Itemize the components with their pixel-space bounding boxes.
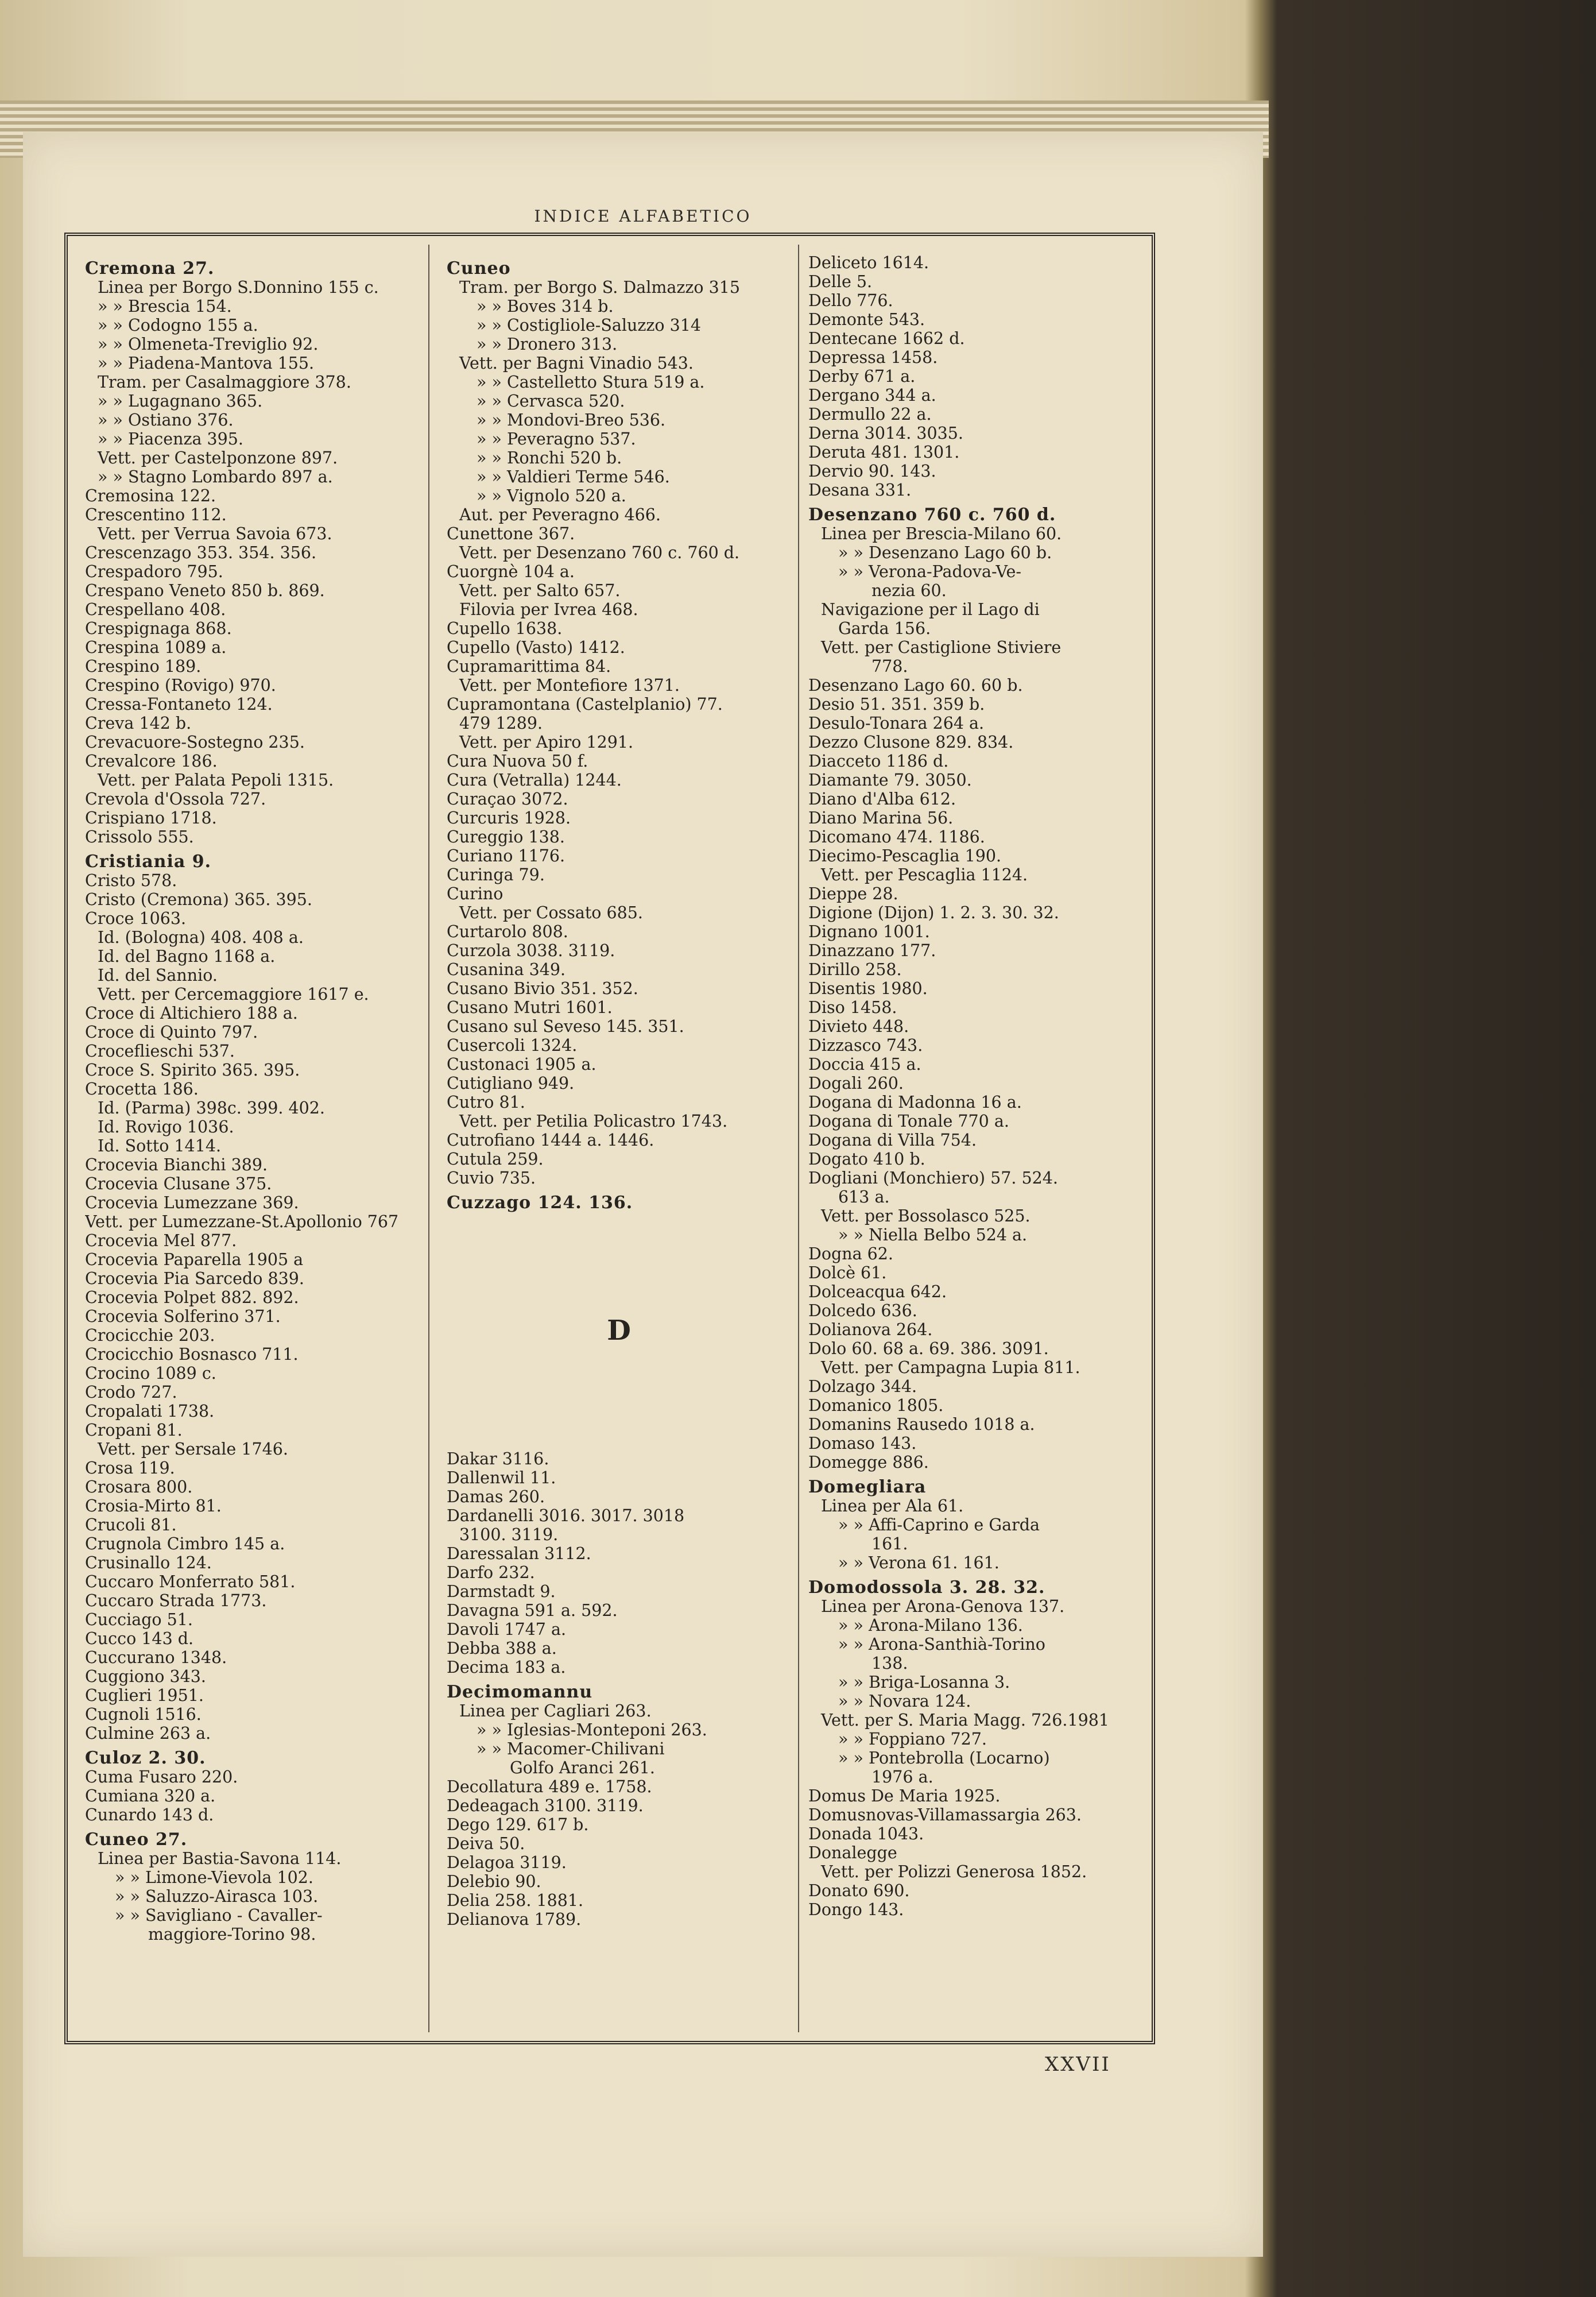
index-entry: Cuccaro Strada 1773. <box>85 1591 267 1610</box>
index-entry: Crissolo 555. <box>85 827 194 846</box>
index-entry: 613 a. <box>838 1188 890 1206</box>
index-entry: Crespina 1089 a. <box>85 638 227 657</box>
index-entry: Domus De Maria 1925. <box>808 1786 1001 1805</box>
index-entry: Domegge 886. <box>808 1453 929 1472</box>
index-entry: Cutula 259. <box>447 1150 544 1169</box>
index-heading: Decimomannu <box>447 1682 593 1702</box>
index-entry: Crusinallo 124. <box>85 1553 212 1572</box>
index-entry: Cunettone 367. <box>447 524 575 543</box>
index-entry: Vett. per Bagni Vinadio 543. <box>459 354 694 373</box>
index-entry: Diano Marina 56. <box>808 809 954 827</box>
index-entry: Crocino 1089 c. <box>85 1364 216 1383</box>
index-entry: Filovia per Ivrea 468. <box>459 600 638 619</box>
index-entry: Dogato 410 b. <box>808 1150 925 1169</box>
index-entry: Crocicchie 203. <box>85 1326 215 1345</box>
index-entry: Desenzano Lago 60. 60 b. <box>808 676 1023 695</box>
index-entry: Vett. per Campagna Lupia 811. <box>821 1358 1080 1377</box>
index-entry: Crescentino 112. <box>85 505 227 524</box>
index-entry: Delia 258. 1881. <box>447 1891 584 1910</box>
index-entry: Desio 51. 351. 359 b. <box>808 695 985 714</box>
index-entry: Crevacuore-Sostegno 235. <box>85 733 305 752</box>
index-entry: Navigazione per il Lago di <box>821 600 1040 619</box>
index-entry: Cuorgnè 104 a. <box>447 562 575 581</box>
index-entry: Cuccurano 1348. <box>85 1648 227 1667</box>
index-entry: » » Desenzano Lago 60 b. <box>838 543 1052 562</box>
index-entry: Curinga 79. <box>447 865 545 884</box>
index-entry: Crespano Veneto 850 b. 869. <box>85 581 325 600</box>
index-entry: Linea per Ala 61. <box>821 1496 964 1515</box>
index-entry: » » Ostiano 376. <box>98 411 234 430</box>
index-heading: Cristiania 9. <box>85 852 212 872</box>
index-entry: Crocevia Paparella 1905 a <box>85 1250 304 1269</box>
index-entry: Curcuris 1928. <box>447 809 571 827</box>
index-entry: Dergano 344 a. <box>808 386 936 405</box>
index-entry: Dermullo 22 a. <box>808 405 932 424</box>
index-entry: 778. <box>871 657 908 676</box>
index-entry: Cupello 1638. <box>447 619 563 638</box>
index-entry: Linea per Cagliari 263. <box>459 1702 652 1720</box>
index-entry: Crescenzago 353. 354. 356. <box>85 543 317 562</box>
index-entry: Dieppe 28. <box>808 884 898 903</box>
index-entry: Vett. per Petilia Policastro 1743. <box>459 1112 728 1131</box>
index-entry: Dolo 60. 68 a. 69. 386. 3091. <box>808 1339 1049 1358</box>
index-entry: Croce 1063. <box>85 909 187 928</box>
index-entry: Dakar 3116. <box>447 1449 549 1468</box>
index-entry: Crispiano 1718. <box>85 809 217 827</box>
index-entry: Delle 5. <box>808 272 873 291</box>
index-entry: » » Cervasca 520. <box>477 392 625 411</box>
index-entry: » » Verona 61. 161. <box>838 1553 1000 1572</box>
index-entry: Domusnovas-Villamassargia 263. <box>808 1805 1082 1824</box>
index-entry: Vett. per Sersale 1746. <box>98 1440 288 1459</box>
index-entry: Cucco 143 d. <box>85 1629 194 1648</box>
index-entry: Croce S. Spirito 365. 395. <box>85 1061 300 1080</box>
index-entry: » » Briga-Losanna 3. <box>838 1673 1010 1692</box>
index-entry: Cristo 578. <box>85 871 177 890</box>
index-entry: Linea per Brescia-Milano 60. <box>821 524 1062 543</box>
index-entry: Crucoli 81. <box>85 1515 177 1534</box>
index-entry: » » Piadena-Mantova 155. <box>98 354 315 373</box>
index-entry: Dentecane 1662 d. <box>808 329 965 348</box>
index-entry: Cura Nuova 50 f. <box>447 752 588 771</box>
index-entry: Dirillo 258. <box>808 960 902 979</box>
index-entry: Creva 142 b. <box>85 714 192 733</box>
index-entry: Aut. per Peveragno 466. <box>459 505 661 524</box>
index-entry: Delianova 1789. <box>447 1910 582 1929</box>
index-entry: Croceflieschi 537. <box>85 1042 235 1061</box>
index-entry: Dello 776. <box>808 291 893 310</box>
index-entry: » » Mondovi-Breo 536. <box>477 411 666 430</box>
index-entry: Crespino (Rovigo) 970. <box>85 676 276 695</box>
index-entry: » » Affi-Caprino e Garda <box>838 1515 1040 1534</box>
index-entry: Vett. per Desenzano 760 c. 760 d. <box>459 543 740 562</box>
index-entry: Crocicchio Bosnasco 711. <box>85 1345 299 1364</box>
index-entry: Crocetta 186. <box>85 1080 199 1099</box>
index-entry: Dizzasco 743. <box>808 1036 923 1055</box>
index-entry: Desana 331. <box>808 481 912 500</box>
index-entry: Davagna 591 a. 592. <box>447 1601 618 1620</box>
index-entry: » » Stagno Lombardo 897 a. <box>98 467 333 486</box>
index-entry: Crocevia Polpet 882. 892. <box>85 1288 299 1307</box>
index-entry: Dego 129. 617 b. <box>447 1815 589 1834</box>
index-entry: Diacceto 1186 d. <box>808 752 949 771</box>
index-entry: Debba 388 a. <box>447 1639 557 1658</box>
index-entry: » » Novara 124. <box>838 1692 971 1711</box>
index-entry: Vett. per Salto 657. <box>459 581 621 600</box>
index-entry: » » Savigliano - Cavaller- <box>115 1906 323 1925</box>
index-entry: Domanico 1805. <box>808 1396 944 1415</box>
index-heading: Domodossola 3. 28. 32. <box>808 1577 1045 1598</box>
index-entry: Id. Rovigo 1036. <box>98 1117 234 1136</box>
index-entry: Donada 1043. <box>808 1824 924 1843</box>
index-heading: Cuzzago 124. 136. <box>447 1193 633 1213</box>
index-entry: Dedeagach 3100. 3119. <box>447 1796 644 1815</box>
index-entry: Cropalati 1738. <box>85 1402 215 1421</box>
index-entry: Curzola 3038. 3119. <box>447 941 615 960</box>
index-entry: Crodo 727. <box>85 1383 177 1402</box>
index-entry: » » Lugagnano 365. <box>98 392 263 411</box>
index-entry: Dicomano 474. 1186. <box>808 827 985 846</box>
index-entry: Vett. per Bossolasco 525. <box>821 1206 1031 1225</box>
index-entry: Vett. per Montefiore 1371. <box>459 676 680 695</box>
index-entry: » » Dronero 313. <box>477 335 618 354</box>
index-column-2 <box>447 253 791 2022</box>
index-entry: Vett. per S. Maria Magg. 726.1981 <box>821 1711 1110 1730</box>
index-entry: » » Vignolo 520 a. <box>477 486 626 505</box>
index-entry: Cressa-Fontaneto 124. <box>85 695 273 714</box>
column-divider <box>798 245 799 2032</box>
index-entry: Cugnoli 1516. <box>85 1705 202 1724</box>
page-number: XXVII <box>1045 2053 1111 2076</box>
index-entry: » » Saluzzo-Airasca 103. <box>115 1887 319 1906</box>
index-entry: Cutro 81. <box>447 1093 525 1112</box>
index-heading: Desenzano 760 c. 760 d. <box>808 505 1056 525</box>
index-entry: Curaçao 3072. <box>447 790 568 809</box>
index-entry: Crespellano 408. <box>85 600 226 619</box>
index-entry: Vett. per Verrua Savoia 673. <box>98 524 332 543</box>
index-column-1 <box>85 253 412 2022</box>
index-entry: Divieto 448. <box>808 1017 909 1036</box>
index-entry: Id. (Bologna) 408. 408 a. <box>98 928 304 947</box>
index-entry: Deruta 481. 1301. <box>808 443 960 462</box>
index-entry: Crocevia Lumezzane 369. <box>85 1193 299 1212</box>
index-entry: Cusano Bivio 351. 352. <box>447 979 638 998</box>
index-entry: Domanins Rausedo 1018 a. <box>808 1415 1035 1434</box>
index-entry: Dervio 90. 143. <box>808 462 936 481</box>
index-entry: Cureggio 138. <box>447 827 565 846</box>
index-entry: » » Piacenza 395. <box>98 430 243 448</box>
index-entry: Cunardo 143 d. <box>85 1805 214 1824</box>
index-entry: nezia 60. <box>871 581 947 600</box>
index-entry: Cutigliano 949. <box>447 1074 575 1093</box>
index-entry: Darmstadt 9. <box>447 1582 556 1601</box>
index-entry: Id. del Bagno 1168 a. <box>98 947 276 966</box>
index-entry: Diecimo-Pescaglia 190. <box>808 846 1002 865</box>
index-entry: » » Boves 314 b. <box>477 297 614 316</box>
index-entry: 1976 a. <box>871 1768 933 1786</box>
index-entry: Custonaci 1905 a. <box>447 1055 596 1074</box>
index-entry: » » Verona-Padova-Ve- <box>838 562 1021 581</box>
index-entry: Domaso 143. <box>808 1434 917 1453</box>
index-entry: Dogana di Tonale 770 a. <box>808 1112 1009 1131</box>
index-entry: » » Ronchi 520 b. <box>477 448 622 467</box>
index-entry: Dolceacqua 642. <box>808 1282 947 1301</box>
index-heading: Culoz 2. 30. <box>85 1748 206 1768</box>
index-entry: Cuccaro Monferrato 581. <box>85 1572 296 1591</box>
index-entry: Crespadoro 795. <box>85 562 223 581</box>
index-entry: Culmine 263 a. <box>85 1724 211 1743</box>
index-entry: Dolianova 264. <box>808 1320 933 1339</box>
index-entry: Cremosina 122. <box>85 486 216 505</box>
index-entry: Linea per Borgo S.Donnino 155 c. <box>98 278 379 297</box>
index-entry: » » Brescia 154. <box>98 297 232 316</box>
index-entry: Damas 260. <box>447 1487 545 1506</box>
index-entry: Crugnola Cimbro 145 a. <box>85 1534 285 1553</box>
index-entry: Croce di Quinto 797. <box>85 1023 258 1042</box>
index-entry: Digione (Dijon) 1. 2. 3. 30. 32. <box>808 903 1059 922</box>
index-entry: Decollatura 489 e. 1758. <box>447 1777 652 1796</box>
index-entry: » » Macomer-Chilivani <box>477 1739 665 1758</box>
index-entry: Vett. per Castiglione Stiviere <box>821 638 1062 657</box>
index-entry: Cupramarittima 84. <box>447 657 611 676</box>
index-entry: Id. (Parma) 398c. 399. 402. <box>98 1099 325 1117</box>
index-entry: Vett. per Lumezzane-St.Apollonio 767 <box>85 1212 399 1231</box>
index-entry: Tram. per Casalmaggiore 378. <box>98 373 351 392</box>
index-entry: Croce di Altichiero 188 a. <box>85 1004 298 1023</box>
index-entry: Darfo 232. <box>447 1563 535 1582</box>
index-entry: Linea per Bastia-Savona 114. <box>98 1849 342 1868</box>
section-letter: D <box>607 1314 631 1347</box>
index-entry: Crevola d'Ossola 727. <box>85 790 266 809</box>
index-entry: » » Pontebrolla (Locarno) <box>838 1749 1050 1768</box>
index-entry: Crespino 189. <box>85 657 202 676</box>
index-entry: Curiano 1176. <box>447 846 565 865</box>
index-entry: Diano d'Alba 612. <box>808 790 956 809</box>
index-entry: Doccia 415 a. <box>808 1055 921 1074</box>
index-entry: Dardanelli 3016. 3017. 3018 <box>447 1506 685 1525</box>
index-entry: Garda 156. <box>838 619 931 638</box>
index-entry: » » Foppiano 727. <box>838 1730 987 1749</box>
index-entry: Crocevia Mel 877. <box>85 1231 237 1250</box>
index-entry: Cuglieri 1951. <box>85 1686 204 1705</box>
index-entry: » » Arona-Milano 136. <box>838 1616 1023 1635</box>
index-entry: Dogliani (Monchiero) 57. 524. <box>808 1169 1058 1188</box>
index-entry: Id. Sotto 1414. <box>98 1136 222 1155</box>
index-heading: Cuneo <box>447 258 511 279</box>
index-entry: Donato 690. <box>808 1881 910 1900</box>
page-header: INDICE ALFABETICO <box>534 207 752 226</box>
index-entry: Dolcè 61. <box>808 1263 887 1282</box>
index-entry: » » Costigliole-Saluzzo 314 <box>477 316 702 335</box>
index-entry: » » Castelletto Stura 519 a. <box>477 373 705 392</box>
index-entry: Deiva 50. <box>447 1834 525 1853</box>
index-entry: » » Arona-Santhià-Torino <box>838 1635 1045 1654</box>
index-entry: Dogna 62. <box>808 1244 893 1263</box>
index-entry: » » Niella Belbo 524 a. <box>838 1225 1028 1244</box>
index-entry: 3100. 3119. <box>459 1525 559 1544</box>
index-entry: Dignano 1001. <box>808 922 930 941</box>
index-entry: Diamante 79. 3050. <box>808 771 972 790</box>
index-entry: Donalegge <box>808 1843 897 1862</box>
index-entry: Cumiana 320 a. <box>85 1786 216 1805</box>
index-entry: Derna 3014. 3035. <box>808 424 963 443</box>
index-entry: Desulo-Tonara 264 a. <box>808 714 985 733</box>
index-entry: Cupramontana (Castelplanio) 77. <box>447 695 723 714</box>
index-entry: Vett. per Palata Pepoli 1315. <box>98 771 334 790</box>
index-entry: Crevalcore 186. <box>85 752 218 771</box>
index-entry: Disentis 1980. <box>808 979 928 998</box>
index-entry: Dolzago 344. <box>808 1377 917 1396</box>
index-entry: Crocevia Clusane 375. <box>85 1174 272 1193</box>
index-entry: Decima 183 a. <box>447 1658 566 1677</box>
index-entry: Cristo (Cremona) 365. 395. <box>85 890 312 909</box>
index-entry: Dallenwil 11. <box>447 1468 556 1487</box>
index-entry: Golfo Aranci 261. <box>510 1758 655 1777</box>
index-entry: Delebio 90. <box>447 1872 541 1891</box>
index-entry: Crosara 800. <box>85 1478 193 1496</box>
index-entry: Deliceto 1614. <box>808 253 929 272</box>
index-entry: Cropani 81. <box>85 1421 183 1440</box>
index-entry: Curtarolo 808. <box>447 922 568 941</box>
index-entry: Crespignaga 868. <box>85 619 232 638</box>
index-entry: Cura (Vetralla) 1244. <box>447 771 622 790</box>
index-entry: Cutrofiano 1444 a. 1446. <box>447 1131 654 1150</box>
index-entry: Cusanina 349. <box>447 960 566 979</box>
index-entry: Cusano sul Seveso 145. 351. <box>447 1017 684 1036</box>
index-entry: Linea per Arona-Genova 137. <box>821 1597 1065 1616</box>
index-entry: » » Olmeneta-Treviglio 92. <box>98 335 319 354</box>
index-entry: Dogali 260. <box>808 1074 904 1093</box>
index-entry: Dinazzano 177. <box>808 941 936 960</box>
index-frame <box>64 233 1155 2044</box>
index-column-3 <box>808 253 1141 2022</box>
index-entry: Cuggiono 343. <box>85 1667 206 1686</box>
index-entry: Dezzo Clusone 829. 834. <box>808 733 1014 752</box>
index-entry: Crosia-Mirto 81. <box>85 1496 222 1515</box>
index-entry: 138. <box>871 1654 908 1673</box>
index-entry: Cusano Mutri 1601. <box>447 998 613 1017</box>
index-entry: » » Iglesias-Monteponi 263. <box>477 1720 707 1739</box>
index-entry: 479 1289. <box>459 714 543 733</box>
index-heading: Cuneo 27. <box>85 1830 188 1850</box>
index-entry: Vett. per Cossato 685. <box>459 903 643 922</box>
index-entry: » » Limone-Vievola 102. <box>115 1868 313 1887</box>
index-entry: Vett. per Castelponzone 897. <box>98 448 338 467</box>
index-entry: Crocevia Pia Sarcedo 839. <box>85 1269 304 1288</box>
index-entry: Dogana di Madonna 16 a. <box>808 1093 1022 1112</box>
index-entry: Depressa 1458. <box>808 348 938 367</box>
index-entry: Crocevia Bianchi 389. <box>85 1155 268 1174</box>
index-entry: Davoli 1747 a. <box>447 1620 567 1639</box>
index-entry: Dolcedo 636. <box>808 1301 917 1320</box>
index-entry: Dongo 143. <box>808 1900 904 1919</box>
index-entry: Vett. per Apiro 1291. <box>459 733 634 752</box>
index-entry: Vett. per Cercemaggiore 1617 e. <box>98 985 369 1004</box>
index-entry: Crosa 119. <box>85 1459 175 1478</box>
index-entry: » » Peveragno 537. <box>477 430 636 448</box>
index-entry: Crocevia Solferino 371. <box>85 1307 281 1326</box>
index-entry: Daressalan 3112. <box>447 1544 591 1563</box>
index-heading: Domegliara <box>808 1477 927 1497</box>
index-entry: maggiore-Torino 98. <box>148 1925 316 1944</box>
book-page <box>23 132 1263 2257</box>
index-entry: Dogana di Villa 754. <box>808 1131 977 1150</box>
index-entry: Cusercoli 1324. <box>447 1036 578 1055</box>
index-entry: Delagoa 3119. <box>447 1853 567 1872</box>
index-entry: » » Valdieri Terme 546. <box>477 467 670 486</box>
index-entry: Tram. per Borgo S. Dalmazzo 315 <box>459 278 740 297</box>
index-entry: Id. del Sannio. <box>98 966 218 985</box>
column-divider <box>428 245 429 2032</box>
index-entry: Vett. per Polizzi Generosa 1852. <box>821 1862 1087 1881</box>
index-entry: Vett. per Pescaglia 1124. <box>821 865 1028 884</box>
index-entry: Cuma Fusaro 220. <box>85 1768 238 1786</box>
index-entry: Cupello (Vasto) 1412. <box>447 638 625 657</box>
index-entry: 161. <box>871 1534 908 1553</box>
index-entry: » » Codogno 155 a. <box>98 316 258 335</box>
index-entry: Diso 1458. <box>808 998 897 1017</box>
index-entry: Cucciago 51. <box>85 1610 193 1629</box>
index-entry: Curino <box>447 884 503 903</box>
index-entry: Derby 671 a. <box>808 367 916 386</box>
index-entry: Cuvio 735. <box>447 1169 536 1188</box>
index-entry: Demonte 543. <box>808 310 925 329</box>
index-heading: Cremona 27. <box>85 258 215 279</box>
